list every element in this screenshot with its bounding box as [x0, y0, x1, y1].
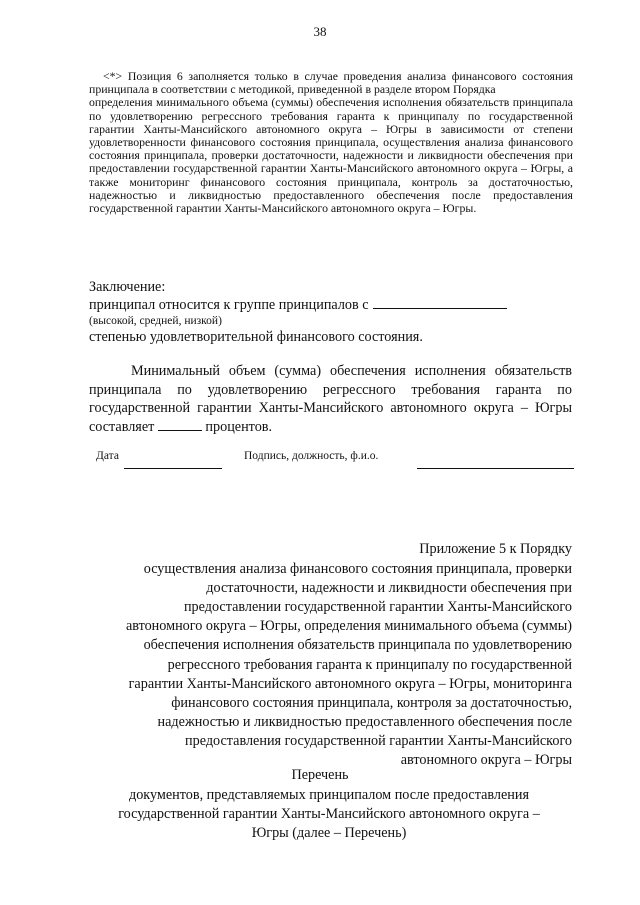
- min-sum-text-before: Минимальный объем (сумма) обеспечения исполнения обязательств принципала по удовлетворению регрессного требования гаранта по государственной гарантии Ханты-Мансийского автономного округа – Югры составляет: [89, 363, 572, 435]
- appendix-line: финансового состояния принципала, контроля за достаточностью,: [171, 694, 572, 711]
- conclusion-group-line: [89, 296, 579, 314]
- signature-blank-line: [417, 468, 574, 469]
- signature-label: Подпись, должность, ф.и.о.: [244, 450, 379, 462]
- appendix-line: обеспечения исполнения обязательств принципала по удовлетворению: [143, 637, 572, 654]
- appendix-line: гарантии Ханты-Мансийского автономного округа – Югры, мониторинга: [128, 675, 572, 692]
- percent-blank-field: [158, 418, 202, 431]
- appendix-line: осуществления анализа финансового состояния принципала, проверки: [143, 561, 572, 578]
- appendix-line: предоставления государственной гарантии Ханты-Мансийского: [185, 732, 572, 749]
- appendix-line: предоставлении государственной гарантии Ханты-Мансийского: [183, 599, 572, 616]
- appendix-line: автономного округа – Югры: [400, 752, 572, 769]
- min-sum-paragraph: [89, 362, 572, 436]
- conclusion-line2: степенью удовлетворительной финансового состояния.: [89, 329, 423, 345]
- list-subtitle-line: документов, представляемых принципалом после предоставления: [128, 787, 529, 803]
- conclusion-heading: Заключение:: [89, 279, 166, 295]
- min-sum-text: [89, 362, 572, 436]
- page-number: 38: [313, 24, 327, 39]
- footnote-body: определения минимального объема (суммы) обеспечения исполнения обязательств принципала по удовлетворению регрессного требования гаранта к принципалу по государственной гарантии Ханты-Мансийского автономного округа – Югры в зависимости от степени удовлетворенности финансового состояния принципала, осуществления анализа финансового состояния принципала, проверки достаточности, надежности и ликвидности обеспечения при предоставлении государственной гарантии Ханты-Мансийского автономного округа – Югры, а также мониторинг финансового состояния принципала, контроль за достаточностью, надежностью и ликвидностью предоставленного обеспечения после предоставления государственной гарантии Ханты-Мансийского автономного округа – Югры.: [89, 95, 573, 216]
- appendix-line: достаточности, надежности и ликвидности обеспечения при: [206, 580, 572, 597]
- footnote: [89, 70, 573, 215]
- date-blank-line: [124, 468, 222, 469]
- appendix-line: автономного округа – Югры, определения минимального объема (суммы): [125, 618, 572, 635]
- appendix-header: [92, 540, 572, 770]
- appendix-line: регрессного требования гаранта к принципалу по государственной: [167, 656, 572, 673]
- min-sum-text-after: процентов.: [205, 418, 273, 435]
- list-title: Перечень: [291, 767, 349, 783]
- appendix-line: надежностью и ликвидностью предоставленного обеспечения после: [157, 713, 572, 730]
- list-title-block: [0, 766, 640, 785]
- group-hint: (высокой, средней, низкой): [89, 315, 222, 327]
- conclusion-line1-text: принципал относится к группе принципалов с: [89, 297, 369, 313]
- signature-row: [96, 450, 574, 472]
- footnote-first-line: <*> Позиция 6 заполняется только в случае проведения анализа финансового состояния принципала в соответствии с методикой, приведенной в разделе втором Порядка: [89, 69, 573, 97]
- appendix-title: Приложение 5 к Порядку: [419, 541, 572, 557]
- conclusion-section: [89, 278, 579, 346]
- group-blank-field: [373, 296, 507, 309]
- date-label: Дата: [96, 450, 119, 462]
- list-subtitle-line: государственной гарантии Ханты-Мансийского автономного округа –: [118, 806, 540, 823]
- list-subtitle-line: Югры (далее – Перечень): [251, 825, 407, 842]
- list-subtitle-block: [95, 786, 563, 844]
